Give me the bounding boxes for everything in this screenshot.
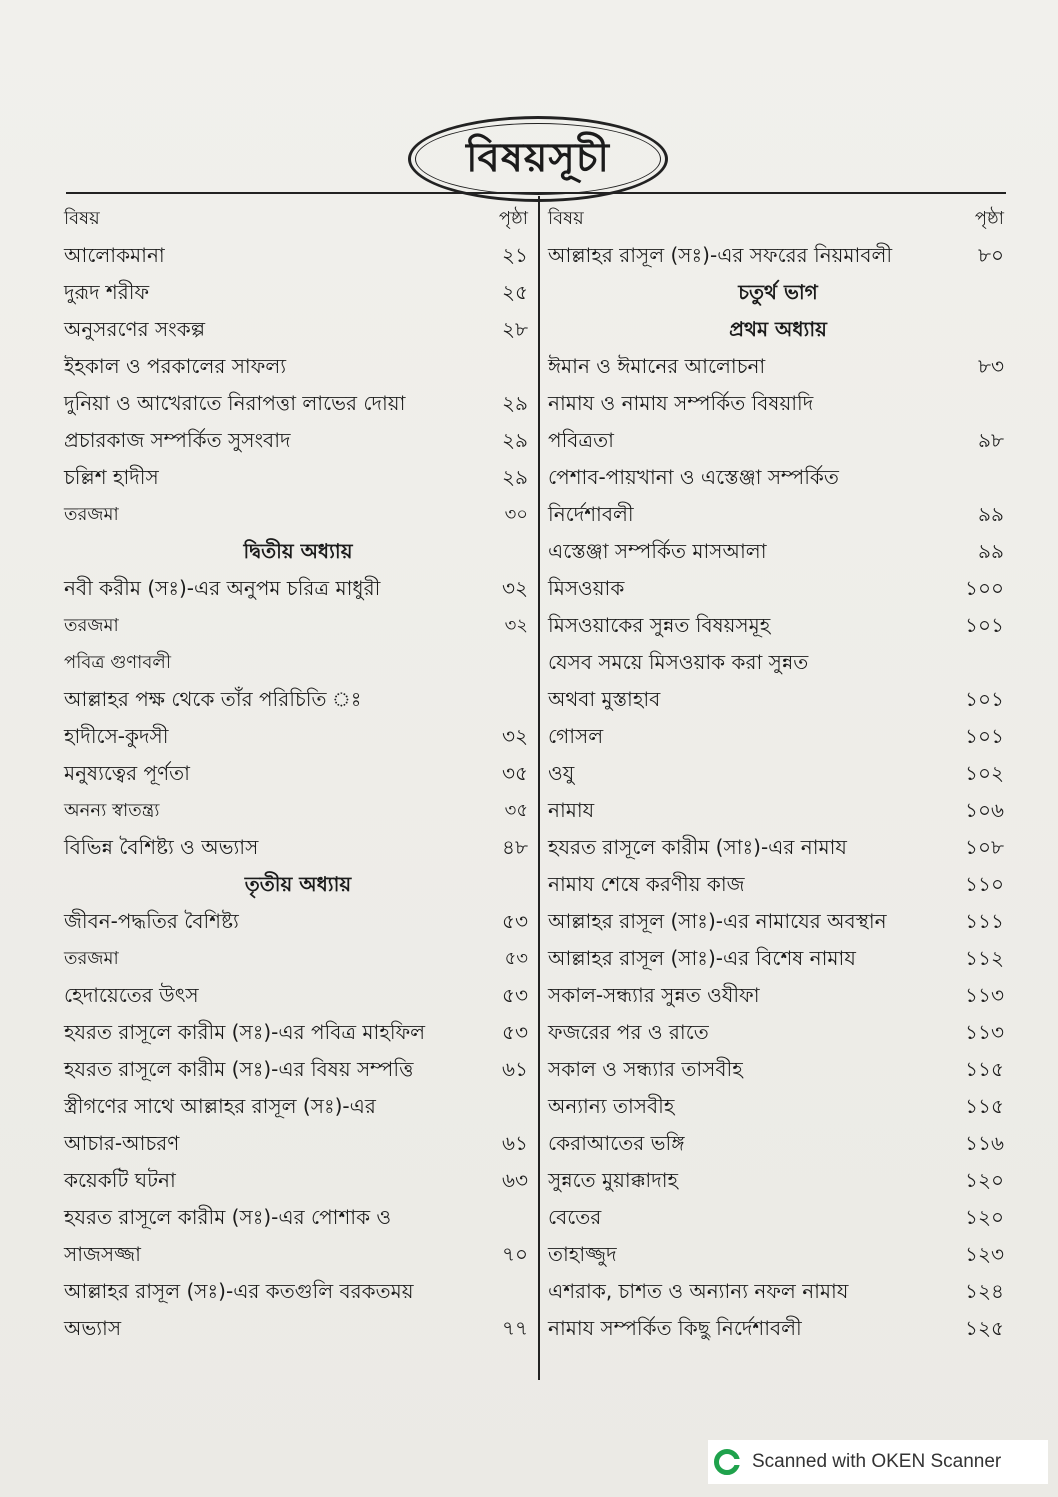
toc-entry-title: পবিত্রতা: [548, 428, 614, 452]
toc-entry: [64, 829, 532, 866]
toc-entry-page: ৫৩: [502, 983, 528, 1007]
toc-entry: [548, 718, 1008, 755]
toc-entry-title: আল্লাহর রাসূল (সঃ)-এর কতগুলি বরকতময়: [64, 1279, 414, 1303]
toc-entry-page: ৫৩: [502, 909, 528, 933]
toc-entry-page: ১০১: [965, 613, 1004, 637]
toc-entry: [64, 1199, 532, 1236]
toc-entry-title: তরজমা: [64, 615, 119, 636]
toc-entry-title: ওযু: [548, 761, 575, 785]
toc-entry-title: দুনিয়া ও আখেরাতে নিরাপত্তা লাভের দোয়া: [64, 391, 406, 415]
toc-entry-title: দ্বিতীয় অধ্যায়: [243, 539, 353, 563]
toc-entry: [548, 1088, 1008, 1125]
toc-entry: [548, 1199, 1008, 1236]
toc-entry-title: চল্লিশ হাদীস: [64, 465, 159, 489]
toc-entry: [64, 977, 532, 1014]
toc-entry-page: ৪৮: [502, 835, 528, 859]
toc-entry-title: হেদায়েতের উৎস: [64, 983, 199, 1007]
toc-entry-page: ১০০: [965, 576, 1004, 600]
toc-entry-title: নামায ও নামায সম্পর্কিত বিষয়াদি: [548, 391, 814, 415]
toc-entry-page: ২৮: [502, 317, 528, 341]
toc-entry-title: চতুর্থ ভাগ: [738, 280, 818, 304]
toc-entry-title: নামায: [548, 798, 595, 822]
column-header: [548, 200, 1008, 237]
toc-entry: [548, 681, 1008, 718]
toc-entry-title: মিসওয়াকের সুন্নত বিষয়সমূহ: [548, 613, 771, 637]
toc-entry-page: ৩২: [501, 724, 528, 748]
scanner-label: Scanned with OKEN Scanner: [752, 1451, 1002, 1472]
toc-entry: [64, 1162, 532, 1199]
toc-entry: [64, 237, 532, 274]
toc-entry-page: ২৯: [502, 428, 528, 452]
column-header: [64, 200, 532, 237]
toc-entry: [64, 681, 532, 718]
toc-entry-title: মিসওয়াক: [548, 576, 625, 600]
toc-entry: [64, 459, 532, 496]
toc-entry-title: হযরত রাসূলে কারীম (সঃ)-এর পবিত্র মাহফিল: [64, 1020, 426, 1044]
toc-entry-page: ৫৩: [504, 948, 528, 969]
toc-entry-page: ১০৬: [965, 798, 1004, 822]
toc-entry: [64, 644, 532, 681]
toc-entry-title: তরজমা: [64, 948, 119, 969]
toc-entry-title: অভ্যাস: [64, 1316, 122, 1340]
toc-entry-page: ৯৯: [978, 539, 1004, 563]
toc-entry: [64, 903, 532, 940]
oken-logo-icon: [714, 1449, 740, 1475]
toc-entry-title: বিভিন্ন বৈশিষ্ট্য ও অভ্যাস: [64, 835, 259, 859]
toc-entry-page: ১১৫: [965, 1057, 1004, 1081]
toc-entry-title: আল্লাহর রাসূল (সঃ)-এর সফরের নিয়মাবলী: [548, 243, 893, 267]
toc-entry-title: কেরাআতের ভঙ্গি: [548, 1131, 685, 1155]
toc-entry: [548, 1051, 1008, 1088]
toc-entry-page: ১২০: [965, 1168, 1004, 1192]
toc-entry-title: অন্যান্য তাসবীহ: [548, 1094, 675, 1118]
toc-entry-title: আলোকমানা: [64, 243, 165, 267]
toc-entry-title: হযরত রাসূলে কারীম (সঃ)-এর পোশাক ও: [64, 1205, 392, 1229]
toc-entry: [64, 311, 532, 348]
toc-entry-title: তরজমা: [64, 504, 119, 525]
toc-entry: [64, 1088, 532, 1125]
toc-entry: [548, 1310, 1008, 1347]
toc-entry-page: ১২৫: [965, 1316, 1004, 1340]
toc-entry: [64, 570, 532, 607]
toc-entry-page: ১০১: [965, 724, 1004, 748]
toc-entry: [548, 607, 1008, 644]
toc-entry: [548, 940, 1008, 977]
toc-entry-page: ১০৮: [965, 835, 1004, 859]
toc-entry: [548, 496, 1008, 533]
toc-entry: [548, 1014, 1008, 1051]
toc-entry-title: ফজরের পর ও রাতে: [548, 1020, 709, 1044]
toc-entry-title: আচার-আচরণ: [64, 1131, 180, 1155]
column-divider: [538, 196, 540, 1380]
toc-entry-page: ২৯: [502, 465, 528, 489]
left-toc-column: [64, 200, 532, 1347]
toc-entry: [64, 940, 532, 977]
header-divider: [66, 192, 1006, 194]
toc-entry-title: বেতের: [548, 1205, 602, 1229]
toc-entry-title: পেশাব-পায়খানা ও এস্তেঞ্জা সম্পর্কিত: [548, 465, 839, 489]
page-title: বিষয়সূচী: [466, 134, 610, 181]
toc-entry-title: নবী করীম (সঃ)-এর অনুপম চরিত্র মাধুরী: [64, 576, 381, 600]
toc-entry-title: অনুসরণের সংকল্প: [64, 317, 206, 341]
toc-entry-page: ৬১: [502, 1131, 528, 1155]
toc-entry: [548, 755, 1008, 792]
toc-entry: [64, 1125, 532, 1162]
toc-entry-title: অথবা মুস্তাহাব: [548, 687, 661, 711]
toc-entry-title: হযরত রাসূলে কারীম (সঃ)-এর বিষয় সম্পত্তি: [64, 1057, 414, 1081]
toc-entry: [548, 385, 1008, 422]
toc-entry-page: পৃষ্ঠা: [498, 208, 528, 229]
toc-entry-title: স্ত্রীগণের সাথে আল্লাহর রাসূল (সঃ)-এর: [64, 1094, 376, 1118]
toc-entry-page: ৭৭: [501, 1316, 528, 1340]
toc-entry: [548, 903, 1008, 940]
toc-entry-page: ৮৩: [978, 354, 1004, 378]
toc-entry: [64, 792, 532, 829]
toc-entry: [548, 348, 1008, 385]
toc-entry-page: ১১১: [965, 909, 1004, 933]
toc-entry-title: এশরাক, চাশত ও অন্যান্য নফল নামায: [548, 1279, 849, 1303]
toc-entry-page: ৩২: [504, 615, 528, 636]
toc-entry-title: গোসল: [548, 724, 604, 748]
toc-entry-title: দুরূদ শরীফ: [64, 280, 150, 304]
toc-entry: [64, 274, 532, 311]
toc-entry-page: ৩৫: [504, 800, 528, 821]
toc-entry: [64, 718, 532, 755]
toc-entry-page: ৫৩: [502, 1020, 528, 1044]
toc-entry: [64, 755, 532, 792]
toc-entry: [548, 644, 1008, 681]
toc-entry-page: ১১৩: [965, 1020, 1004, 1044]
toc-entry: [64, 422, 532, 459]
toc-entry: [64, 348, 532, 385]
scanner-watermark: [708, 1440, 1048, 1484]
toc-entry: [548, 459, 1008, 496]
toc-entry-title: কয়েকটি ঘটনা: [64, 1168, 176, 1192]
toc-entry: [548, 829, 1008, 866]
toc-entry-page: ১২০: [965, 1205, 1004, 1229]
toc-entry: [548, 422, 1008, 459]
toc-entry: [64, 496, 532, 533]
toc-entry-title: হাদীসে-কুদসী: [64, 724, 169, 748]
toc-entry: [64, 1273, 532, 1310]
toc-entry: [64, 1310, 532, 1347]
toc-entry-page: ৯৮: [978, 428, 1004, 452]
toc-entry-page: ৬৩: [501, 1168, 528, 1192]
toc-entry-title: নির্দেশাবলী: [548, 502, 634, 526]
section-heading: [548, 311, 1008, 348]
section-heading: [548, 274, 1008, 311]
toc-entry-title: হযরত রাসূলে কারীম (সাঃ)-এর নামায: [548, 835, 847, 859]
toc-entry-title: আল্লাহর রাসূল (সাঃ)-এর বিশেষ নামায: [548, 946, 856, 970]
toc-entry-title: ঈমান ও ঈমানের আলোচনা: [548, 354, 766, 378]
toc-entry-title: সাজসজ্জা: [64, 1242, 141, 1266]
toc-entry-title: আল্লাহর পক্ষ থেকে তাঁর পরিচিতি ঃ: [64, 687, 362, 711]
toc-entry-title: অনন্য স্বাতন্ত্র্য: [64, 800, 160, 821]
toc-entry-title: তাহাজ্জুদ: [548, 1242, 617, 1266]
toc-entry: [548, 1125, 1008, 1162]
toc-entry: [64, 1014, 532, 1051]
toc-entry-page: ৩৫: [502, 761, 528, 785]
toc-entry-title: নামায সম্পর্কিত কিছু নির্দেশাবলী: [548, 1316, 802, 1340]
toc-entry-title: এস্তেঞ্জা সম্পর্কিত মাসআলা: [548, 539, 767, 563]
toc-entry-page: ২৯: [502, 391, 528, 415]
toc-entry-page: ২৫: [502, 280, 528, 304]
toc-entry: [548, 977, 1008, 1014]
toc-entry-title: প্রথম অধ্যায়: [729, 317, 827, 341]
toc-entry: [64, 385, 532, 422]
toc-entry-title: পবিত্র গুণাবলী: [64, 652, 171, 673]
toc-entry: [548, 237, 1008, 274]
toc-entry: [64, 607, 532, 644]
toc-entry: [548, 1162, 1008, 1199]
toc-entry: [548, 533, 1008, 570]
toc-entry-page: ৩০: [504, 504, 528, 525]
toc-entry-title: বিষয়: [64, 208, 100, 229]
toc-entry-page: ১০১: [965, 687, 1004, 711]
toc-entry-page: ১১৫: [965, 1094, 1004, 1118]
toc-entry: [548, 1236, 1008, 1273]
toc-entry-title: সকাল ও সন্ধ্যার তাসবীহ: [548, 1057, 743, 1081]
toc-entry-title: জীবন-পদ্ধতির বৈশিষ্ট্য: [64, 909, 239, 933]
toc-entry: [548, 866, 1008, 903]
toc-entry-title: মনুষ্যত্বের পূর্ণতা: [64, 761, 190, 785]
toc-entry: [64, 1236, 532, 1273]
toc-entry: [548, 570, 1008, 607]
toc-entry-title: সকাল-সন্ধ্যার সুন্নত ওযীফা: [548, 983, 760, 1007]
toc-entry-page: ৮০: [978, 243, 1004, 267]
toc-entry-title: প্রচারকাজ সম্পর্কিত সুসংবাদ: [64, 428, 291, 452]
toc-entry: [548, 792, 1008, 829]
section-heading: [64, 533, 532, 570]
toc-entry-title: যেসব সময়ে মিসওয়াক করা সুন্নত: [548, 650, 809, 674]
toc-entry-title: আল্লাহর রাসূল (সাঃ)-এর নামাযের অবস্থান: [548, 909, 887, 933]
toc-entry-page: ১১০: [965, 872, 1004, 896]
toc-entry-title: বিষয়: [548, 208, 584, 229]
toc-entry-page: ১২৩: [965, 1242, 1004, 1266]
toc-entry-page: ৯৯: [978, 502, 1004, 526]
right-toc-column: [548, 200, 1008, 1347]
toc-entry-title: নামায শেষে করণীয় কাজ: [548, 872, 745, 896]
toc-entry-page: পৃষ্ঠা: [974, 208, 1004, 229]
toc-entry: [64, 1051, 532, 1088]
toc-entry-page: ১১৩: [965, 983, 1004, 1007]
toc-entry-page: ১০২: [965, 761, 1004, 785]
toc-entry-page: ১১২: [965, 946, 1004, 970]
toc-entry-page: ৭০: [501, 1242, 528, 1266]
toc-entry: [548, 1273, 1008, 1310]
toc-entry-page: ৩২: [501, 576, 528, 600]
toc-entry-page: ২১: [502, 243, 528, 267]
toc-entry-title: ইহকাল ও পরকালের সাফল্য: [64, 354, 287, 378]
toc-entry-page: ৬১: [502, 1057, 528, 1081]
section-heading: [64, 866, 532, 903]
toc-entry-title: সুন্নতে মুয়াক্কাদাহ: [548, 1168, 679, 1192]
toc-entry-page: ১১৬: [965, 1131, 1004, 1155]
toc-entry-page: ১২৪: [965, 1279, 1004, 1303]
toc-entry-title: তৃতীয় অধ্যায়: [244, 872, 352, 896]
